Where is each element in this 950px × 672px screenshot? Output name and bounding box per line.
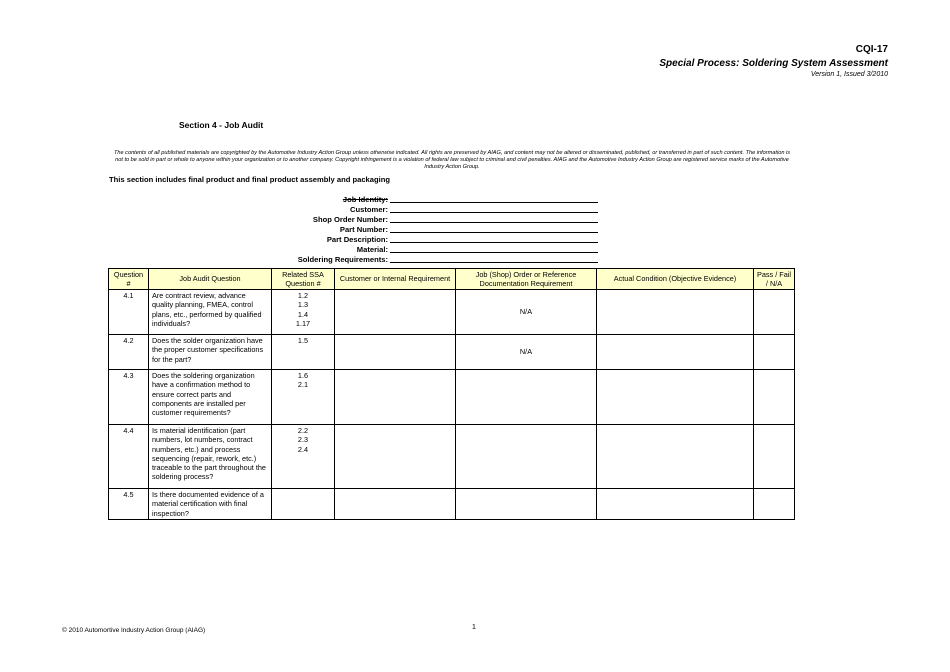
question-number: 4.1 (109, 290, 149, 335)
part-number-line[interactable] (390, 232, 598, 233)
job-identity-field[interactable] (120, 195, 600, 205)
related-ssa-questions (272, 489, 335, 520)
page-number: 1 (472, 624, 476, 631)
job-identity-label: Job Identity: (342, 195, 388, 204)
document-title: Special Process: Soldering System Assessment (659, 58, 888, 69)
section-title: Section 4 - Job Audit (179, 120, 264, 130)
footer-copyright: © 2010 Automortive Industry Action Group (AIAG) (62, 627, 206, 634)
customer-requirement-cell[interactable] (335, 335, 456, 370)
job-order-requirement-cell[interactable]: N/A (456, 290, 597, 335)
related-ssa-ref: 2.3 (297, 435, 309, 445)
job-order-requirement-cell[interactable] (456, 370, 597, 425)
actual-condition-cell[interactable] (597, 425, 754, 489)
related-ssa-questions (272, 370, 335, 425)
section-intro: This section includes final product and final product assembly and packaging (109, 175, 391, 184)
customer-requirement-cell[interactable] (335, 370, 456, 425)
actual-condition-cell[interactable] (597, 370, 754, 425)
job-order-requirement-cell[interactable] (456, 489, 597, 520)
related-ssa-ref: 2.4 (297, 444, 309, 454)
audit-question: Are contract review, advance quality planning, FMEA, control plans, etc., performed by qualified individuals? (149, 290, 272, 335)
related-ssa-ref: 1.2 (297, 291, 309, 300)
part-description-label: Part Description: (326, 235, 388, 244)
table-row (109, 425, 795, 489)
soldering-requirements-label: Soldering Requirements: (297, 255, 388, 264)
pass-fail-cell[interactable] (754, 335, 795, 370)
header-pass-fail: Pass / Fail / N/A (754, 269, 795, 290)
related-ssa-questions (272, 290, 335, 335)
question-number: 4.3 (109, 370, 149, 425)
related-ssa-ref: 1.17 (295, 318, 311, 328)
pass-fail-cell[interactable] (754, 370, 795, 425)
shop-order-number-line[interactable] (390, 222, 598, 223)
document-code: CQI-17 (855, 44, 888, 55)
material-label: Material: (356, 245, 388, 254)
material-field[interactable] (120, 245, 600, 255)
table-row (109, 489, 795, 520)
soldering-requirements-field[interactable] (120, 255, 600, 265)
question-number: 4.5 (109, 489, 149, 520)
document-version: Version 1, Issued 3/2010 (810, 71, 888, 78)
pass-fail-cell[interactable] (754, 425, 795, 489)
related-ssa-ref: 2.2 (297, 426, 309, 435)
part-description-field[interactable] (120, 235, 600, 245)
job-identity-fields (120, 195, 600, 265)
table-header-row (109, 269, 795, 290)
pass-fail-cell[interactable] (754, 290, 795, 335)
related-ssa-ref: 1.3 (297, 300, 309, 310)
job-audit-table (108, 268, 795, 520)
job-order-requirement-cell[interactable]: N/A (456, 335, 597, 370)
pass-fail-cell[interactable] (754, 489, 795, 520)
audit-question: Is there documented evidence of a material certification with final inspection? (149, 489, 272, 520)
part-description-line[interactable] (390, 242, 598, 243)
question-number: 4.4 (109, 425, 149, 489)
material-line[interactable] (390, 252, 598, 253)
audit-question: Does the soldering organization have a confirmation method to ensure correct parts and components are installed per customer requirements? (149, 370, 272, 425)
header-question-number: Question # (109, 269, 149, 290)
actual-condition-cell[interactable] (597, 489, 754, 520)
header-actual-condition: Actual Condition (Objective Evidence) (597, 269, 754, 290)
copyright-notice: The contents of all published materials are copyrighted by the Automotive Industry Action Group unless otherwise indicated. All rights are preserved by AIAG, and content may not be altered or disseminated, published, or transferred in part of such content. The information is not to be sold in part or whole to anyone within your organization or to another company. Copyright infringement is a violation of federal law subject to criminal and civil penalties. AIAG and the Automotive Industry Action Group are registered service marks of the Automotive Industry Action Group. (113, 150, 791, 171)
actual-condition-cell[interactable] (597, 290, 754, 335)
audit-question: Does the solder organization have the proper customer specifications for the part? (149, 335, 272, 370)
related-ssa-questions (272, 335, 335, 370)
question-number: 4.2 (109, 335, 149, 370)
actual-condition-cell[interactable] (597, 335, 754, 370)
table-row (109, 335, 795, 370)
customer-requirement-cell[interactable] (335, 290, 456, 335)
shop-order-number-field[interactable] (120, 215, 600, 225)
customer-label: Customer: (350, 205, 388, 214)
part-number-field[interactable] (120, 225, 600, 235)
soldering-requirements-line[interactable] (390, 262, 598, 263)
customer-field[interactable] (120, 205, 600, 215)
shop-order-number-label: Shop Order Number: (312, 215, 388, 224)
part-number-label: Part Number: (339, 225, 388, 234)
job-order-requirement-cell[interactable] (456, 425, 597, 489)
customer-line[interactable] (390, 212, 598, 213)
customer-requirement-cell[interactable] (335, 489, 456, 520)
related-ssa-ref: 1.4 (297, 309, 309, 319)
header-customer-requirement: Customer or Internal Requirement (335, 269, 456, 290)
related-ssa-ref: 1.6 (297, 371, 309, 380)
related-ssa-ref: 1.5 (297, 336, 309, 345)
header-related-ssa-question: Related SSA Question # (272, 269, 335, 290)
table-row (109, 370, 795, 425)
audit-question: Is material identification (part numbers, lot numbers, contract numbers, etc.) and process sequencing (repair, rework, etc.) traceable to the part throughout the soldering process? (149, 425, 272, 489)
related-ssa-questions (272, 425, 335, 489)
header-job-order-requirement: Job (Shop) Order or Reference Documentation Requirement (456, 269, 597, 290)
related-ssa-ref: 2.1 (297, 380, 309, 390)
header-job-audit-question: Job Audit Question (149, 269, 272, 290)
customer-requirement-cell[interactable] (335, 425, 456, 489)
table-row (109, 290, 795, 335)
job-identity-line[interactable] (390, 202, 598, 203)
